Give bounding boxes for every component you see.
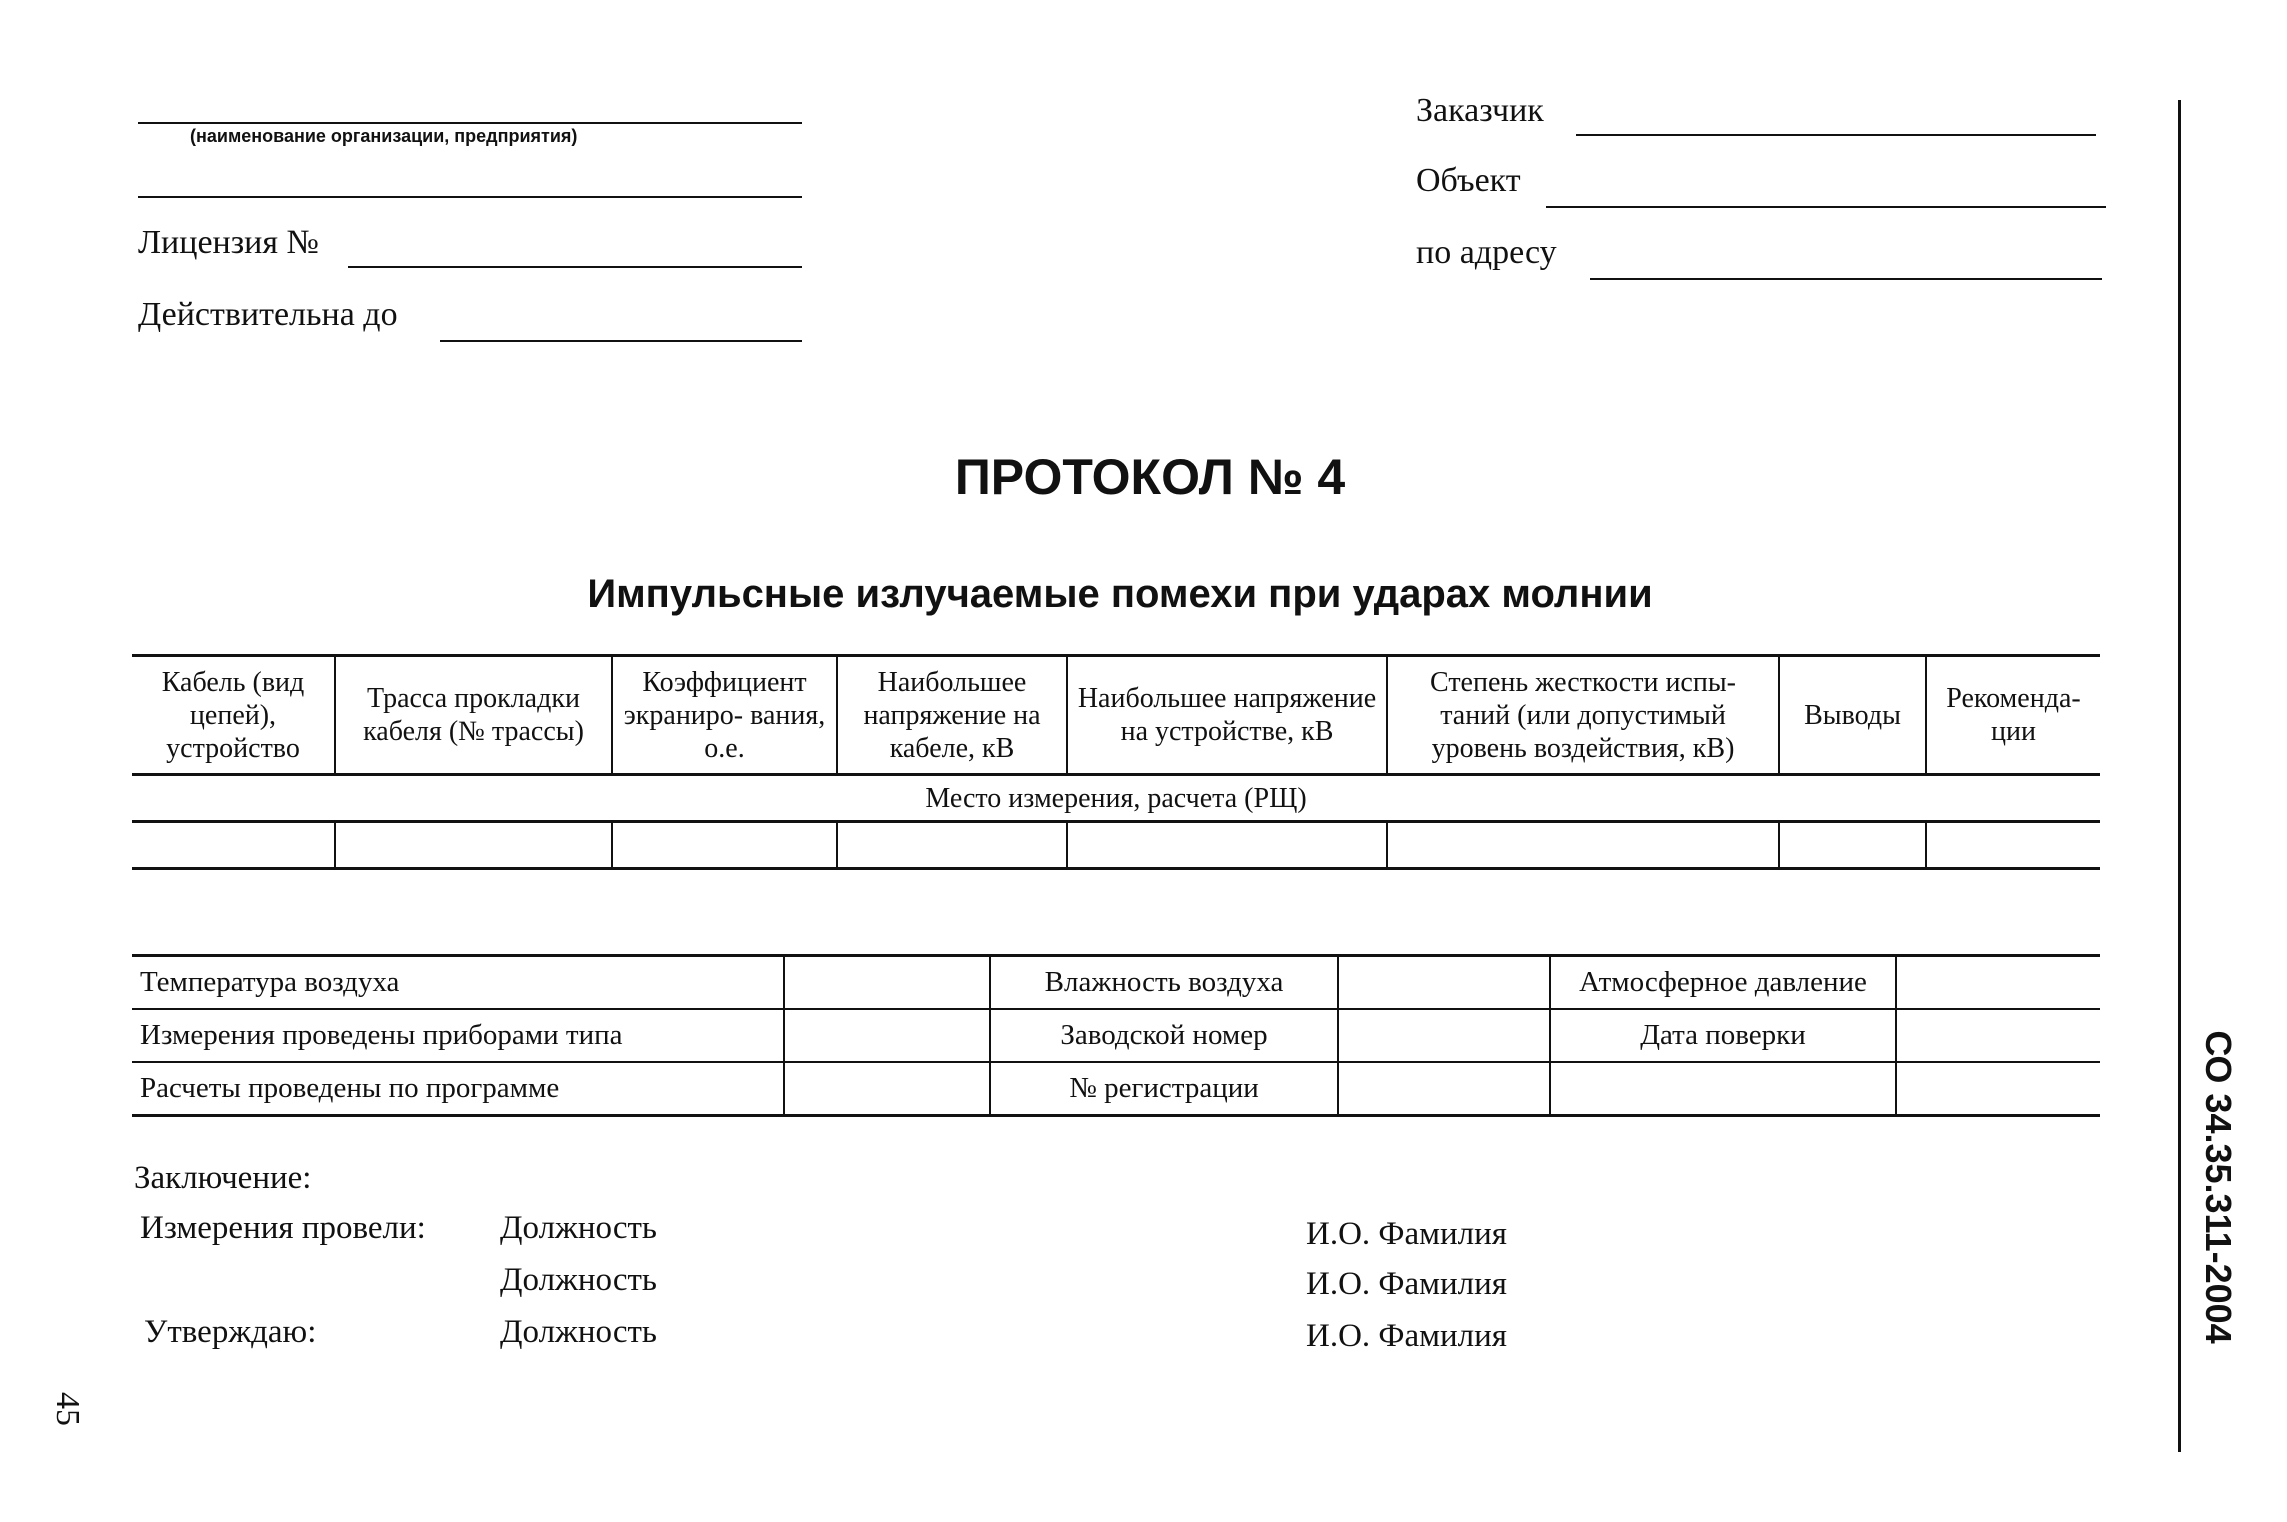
name-3: И.О. Фамилия [1306,1318,1507,1354]
air-temp-value[interactable] [784,956,990,1010]
license-line[interactable] [348,266,802,268]
col-conclusions: Выводы [1779,656,1926,775]
measured-by-label: Измерения провели: [140,1210,426,1246]
instruments-value[interactable] [784,1009,990,1062]
col-shielding: Коэффициент экраниро- вания, о.е. [612,656,837,775]
conditions-table [132,954,2100,1117]
name-1: И.О. Фамилия [1306,1216,1507,1252]
approve-label: Утверждаю: [144,1314,317,1350]
verify-date-value[interactable] [1896,1009,2100,1062]
cell-max-voltage-cable[interactable] [837,822,1067,869]
position-1: Должность [500,1210,657,1246]
customer-line[interactable] [1576,134,2096,136]
cell-shielding[interactable] [612,822,837,869]
address-label: по адресу [1416,234,1557,271]
serial-label: Заводской номер [990,1009,1338,1062]
col-route: Трасса прокладки кабеля (№ трассы) [335,656,612,775]
document-code: СО 34.35.311-2004 [2198,1030,2239,1344]
cell-recommendations[interactable] [1926,822,2100,869]
col-max-voltage-device: Наибольшее напряжение на устройстве, кВ [1067,656,1387,775]
customer-label: Заказчик [1416,92,1544,129]
valid-until-line[interactable] [440,340,802,342]
registration-label: № регистрации [990,1062,1338,1116]
verify-date-label: Дата поверки [1550,1009,1896,1062]
page-title: ПРОТОКОЛ № 4 [954,449,1346,505]
object-line[interactable] [1546,206,2106,208]
license-label: Лицензия № [138,224,319,261]
software-value[interactable] [784,1062,990,1116]
conclusion-label: Заключение: [134,1160,312,1196]
cell-max-voltage-device[interactable] [1067,822,1387,869]
humidity-label: Влажность воздуха [990,956,1338,1010]
extra-label-cell [1550,1062,1896,1116]
measurement-table [132,654,2100,870]
col-recommendations: Рекоменда- ции [1926,656,2100,775]
registration-value[interactable] [1338,1062,1550,1116]
col-cable: Кабель (вид цепей), устройство [132,656,335,775]
cell-conclusions[interactable] [1779,822,1926,869]
pressure-label: Атмосферное давление [1550,956,1896,1010]
address-line[interactable] [1590,278,2102,280]
object-label: Объект [1416,162,1521,199]
right-margin-rule [2178,100,2181,1452]
extra-value-cell[interactable] [1896,1062,2100,1116]
air-temp-label: Температура воздуха [132,956,784,1010]
humidity-value[interactable] [1338,956,1550,1010]
page-subtitle: Импульсные излучаемые помехи при ударах молнии [587,572,1653,616]
cell-severity[interactable] [1387,822,1779,869]
cell-cable[interactable] [132,822,335,869]
valid-until-label: Действительна до [138,296,398,333]
org-name-caption: (наименование организации, предприятия) [190,126,578,146]
position-2: Должность [500,1262,657,1298]
col-severity: Степень жесткости испы- таний (или допустимый уровень воздействия, кВ) [1387,656,1779,775]
serial-value[interactable] [1338,1009,1550,1062]
name-2: И.О. Фамилия [1306,1266,1507,1302]
position-3: Должность [500,1314,657,1350]
instruments-label: Измерения проведены приборами типа [132,1009,784,1062]
page-number: 45 [49,1392,86,1426]
cell-route[interactable] [335,822,612,869]
col-max-voltage-cable: Наибольшее напряжение на кабеле, кВ [837,656,1067,775]
pressure-value[interactable] [1896,956,2100,1010]
software-label: Расчеты проведены по программе [132,1062,784,1116]
org-name-line-2[interactable] [138,196,802,198]
org-name-line[interactable] [138,122,802,124]
measurement-place-row: Место измерения, расчета (РЩ) [132,775,2100,822]
